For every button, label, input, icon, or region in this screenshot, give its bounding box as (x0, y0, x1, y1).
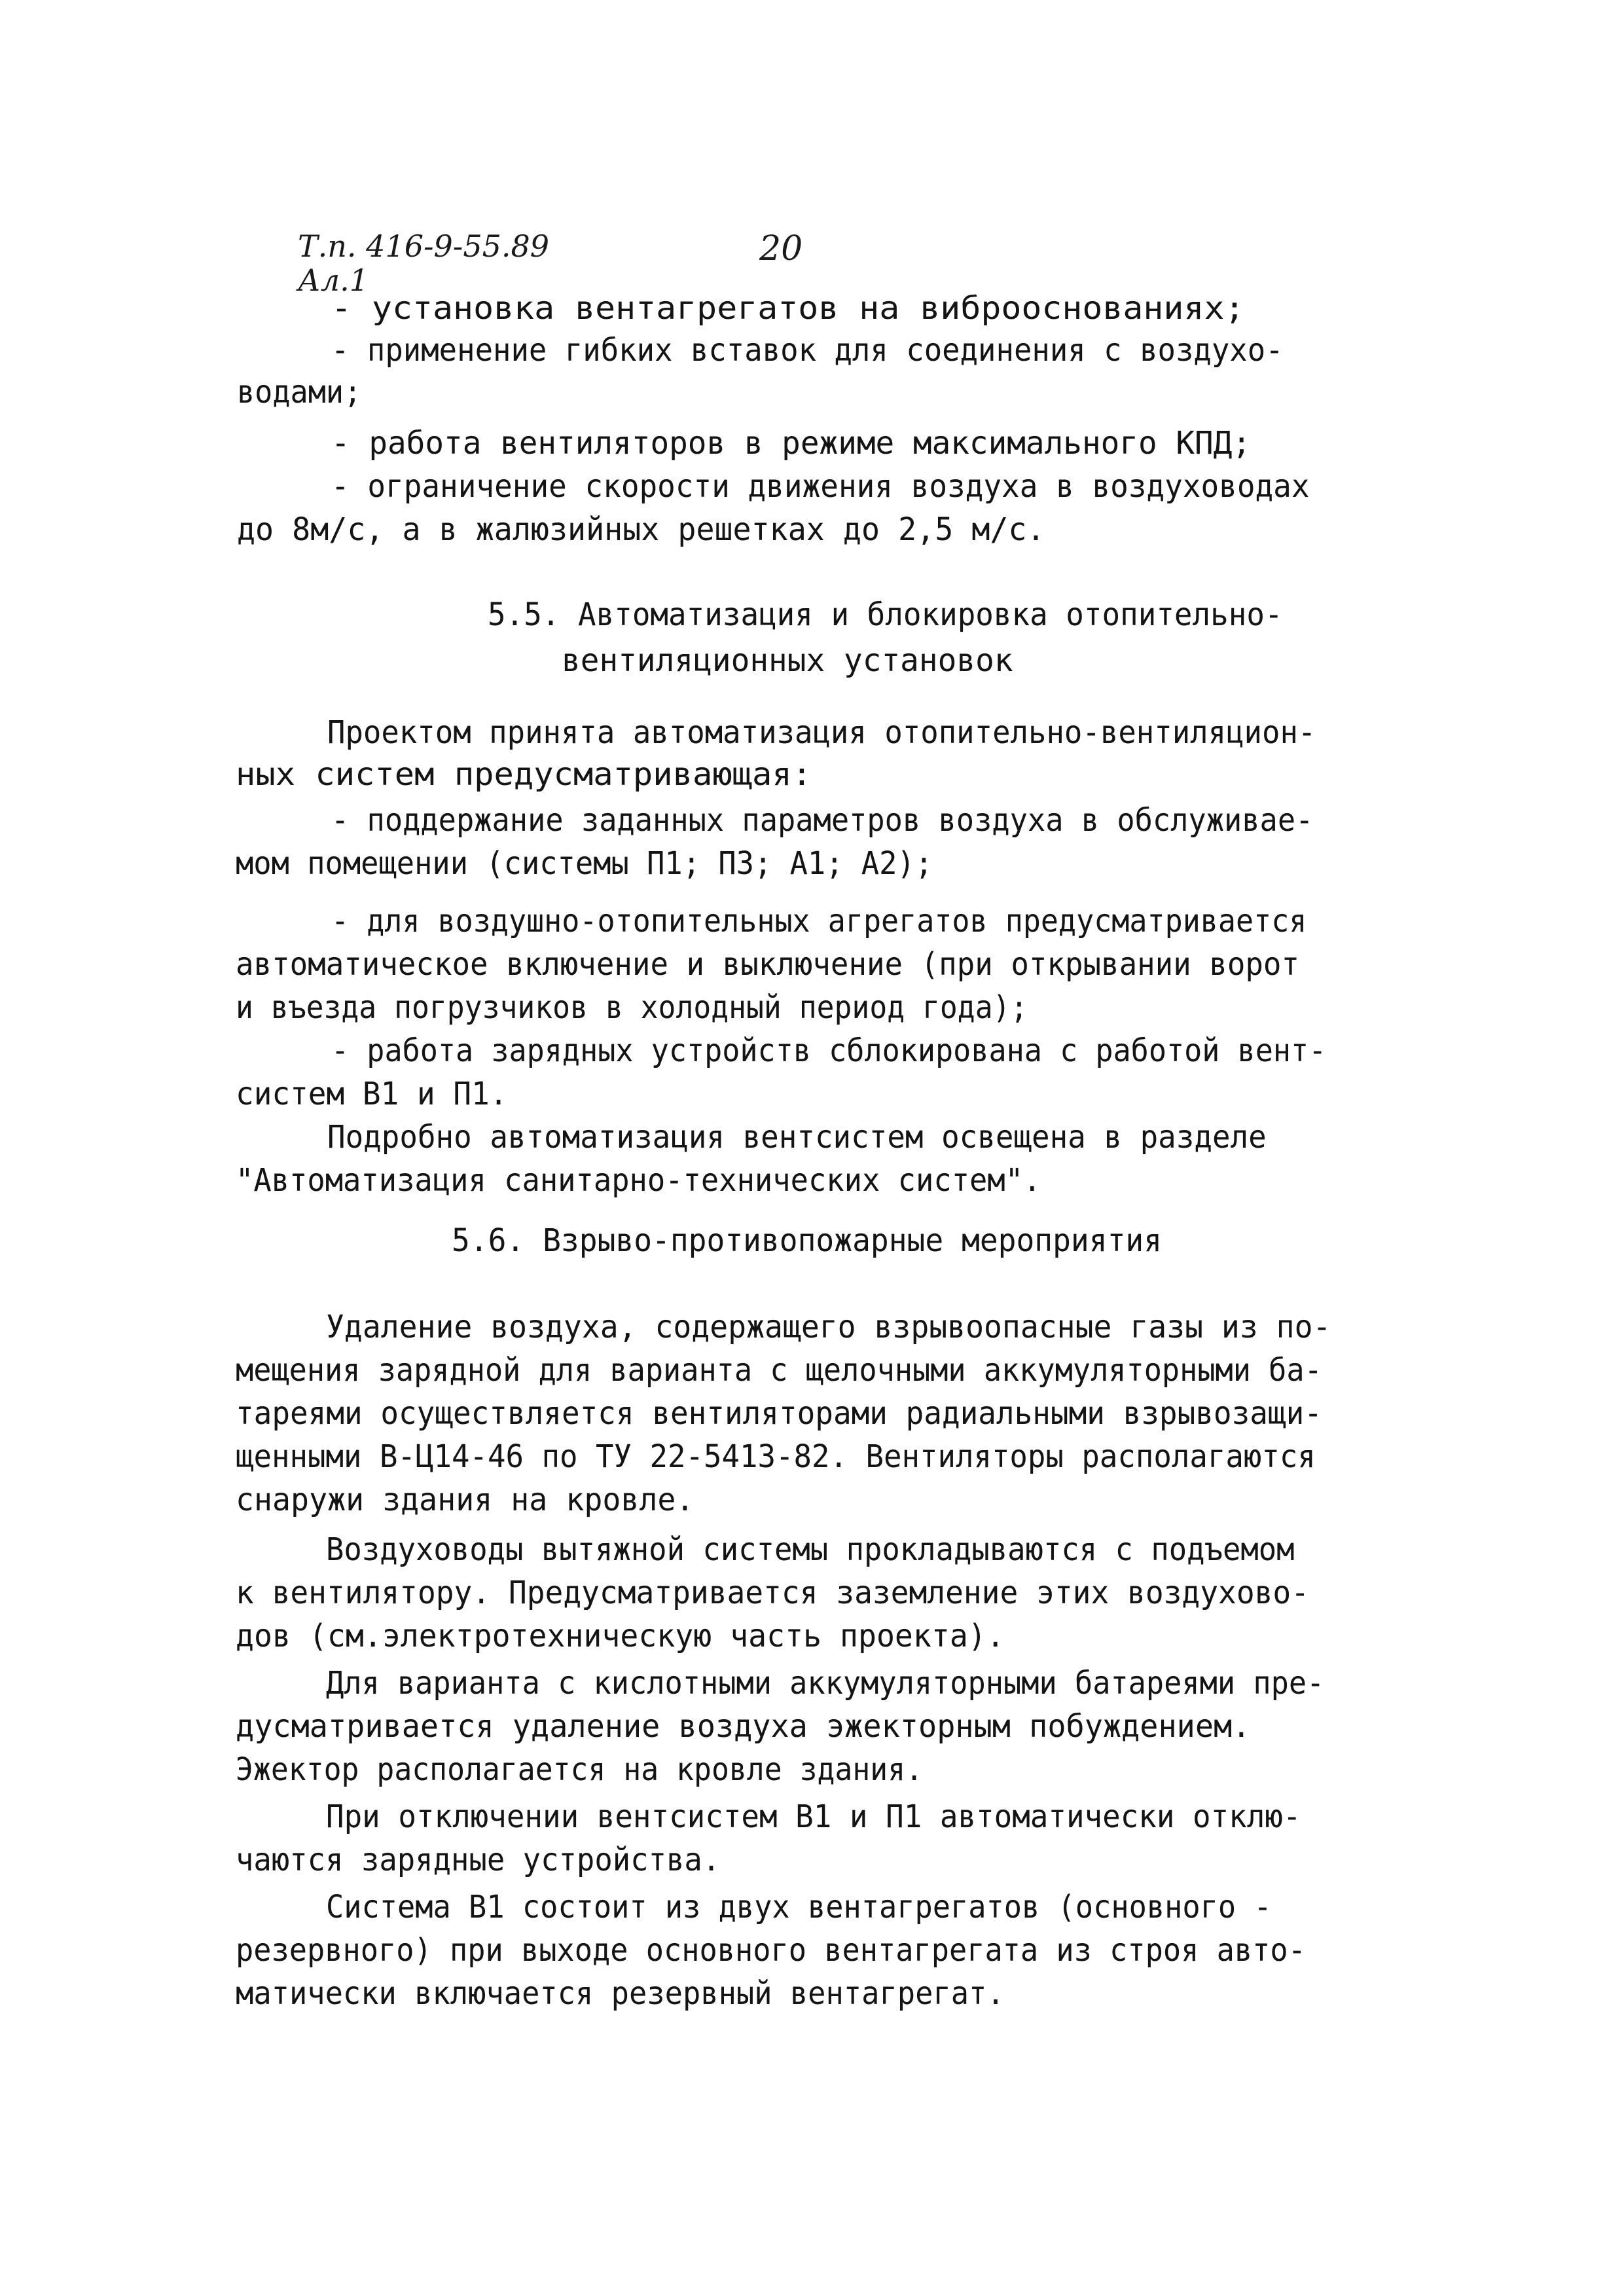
text-line: мом помещении (системы П1; П3; А1; А2); (236, 845, 933, 882)
text-line: до 8м/с, а в жалюзийных решетках до 2,5 м/с. (237, 511, 1045, 548)
section-5-5-heading-cont: вентиляционных установок (562, 642, 1013, 679)
text-line: и въезда погрузчиков в холодный период года); (236, 989, 1028, 1026)
text-line: водами; (237, 374, 362, 410)
text-line: чаются зарядные устройства. (236, 1842, 721, 1878)
text-line: матически включается резервный вентагрегат. (236, 1975, 1005, 2012)
text-line: Проектом принята автоматизация отопительно-вентиляцион- (327, 714, 1316, 751)
text-line: снаружи здания на кровле. (236, 1482, 695, 1518)
text-line: Для варианта с кислотными аккумуляторными батареями пре- (326, 1665, 1325, 1702)
text-line: щенными В-Ц14-46 по ТУ 22-5413-82. Вентиляторы располагаются (236, 1438, 1316, 1475)
section-5-5-heading: 5.5. Автоматизация и блокировка отопительно- (488, 596, 1283, 633)
text-line: систем В1 и П1. (236, 1076, 508, 1112)
text-line: - установка вентагрегатов на виброоснованиях; (331, 290, 1245, 327)
text-line: При отключении вентсистем В1 и П1 автоматически отклю- (326, 1798, 1301, 1835)
text-line: автоматическое включение и выключение (при открывании ворот (236, 946, 1300, 983)
page-number: 20 (759, 229, 803, 268)
text-line: Удаление воздуха, содержащего взрывоопасные газы из по- (326, 1309, 1331, 1345)
text-line: дов (см.электротехническую часть проекта). (236, 1618, 1005, 1654)
text-line: - применение гибких вставок для соединения с воздухо- (331, 332, 1284, 369)
text-line: - ограничение скорости движения воздуха в воздуховодах (331, 468, 1310, 505)
text-line: - поддержание заданных параметров воздуха в обслуживае- (331, 802, 1314, 839)
document-code-line2: Ал.1 (298, 263, 369, 298)
text-line: Эжектор располагается на кровле здания. (236, 1751, 924, 1788)
document-code (298, 229, 549, 297)
text-line: - работа вентиляторов в режиме максимального КПД; (331, 425, 1252, 462)
text-line: дусматривается удаление воздуха эжекторным побуждением. (236, 1708, 1251, 1745)
text-line: Система В1 состоит из двух вентагрегатов (основного - (326, 1889, 1272, 1925)
text-line: Воздуховоды вытяжной системы прокладываются с подъемом (326, 1531, 1295, 1568)
section-5-6-heading: 5.6. Взрыво-противопожарные мероприятия (452, 1222, 1163, 1259)
text-line: мещения зарядной для варианта с щелочными аккумуляторными ба- (236, 1352, 1322, 1389)
text-line: Подробно автоматизация вентсистем освещена в разделе (327, 1119, 1267, 1156)
document-code-line1: Т.п. 416-9-55.89 (298, 228, 550, 264)
text-line: резервного) при выходе основного вентагрегата из строя авто- (236, 1932, 1306, 1969)
text-line: "Автоматизация санитарно-технических систем". (236, 1162, 1041, 1199)
text-line: тареями осуществляется вентиляторами радиальными взрывозащи- (236, 1395, 1322, 1432)
text-line: - для воздушно-отопительных агрегатов предусматривается (331, 903, 1307, 939)
text-line: - работа зарядных устройств сблокирована с работой вент- (331, 1032, 1327, 1069)
text-line: ных систем предусматривающая: (236, 756, 812, 793)
text-line: к вентилятору. Предусматривается заземление этих воздухово- (236, 1575, 1310, 1611)
